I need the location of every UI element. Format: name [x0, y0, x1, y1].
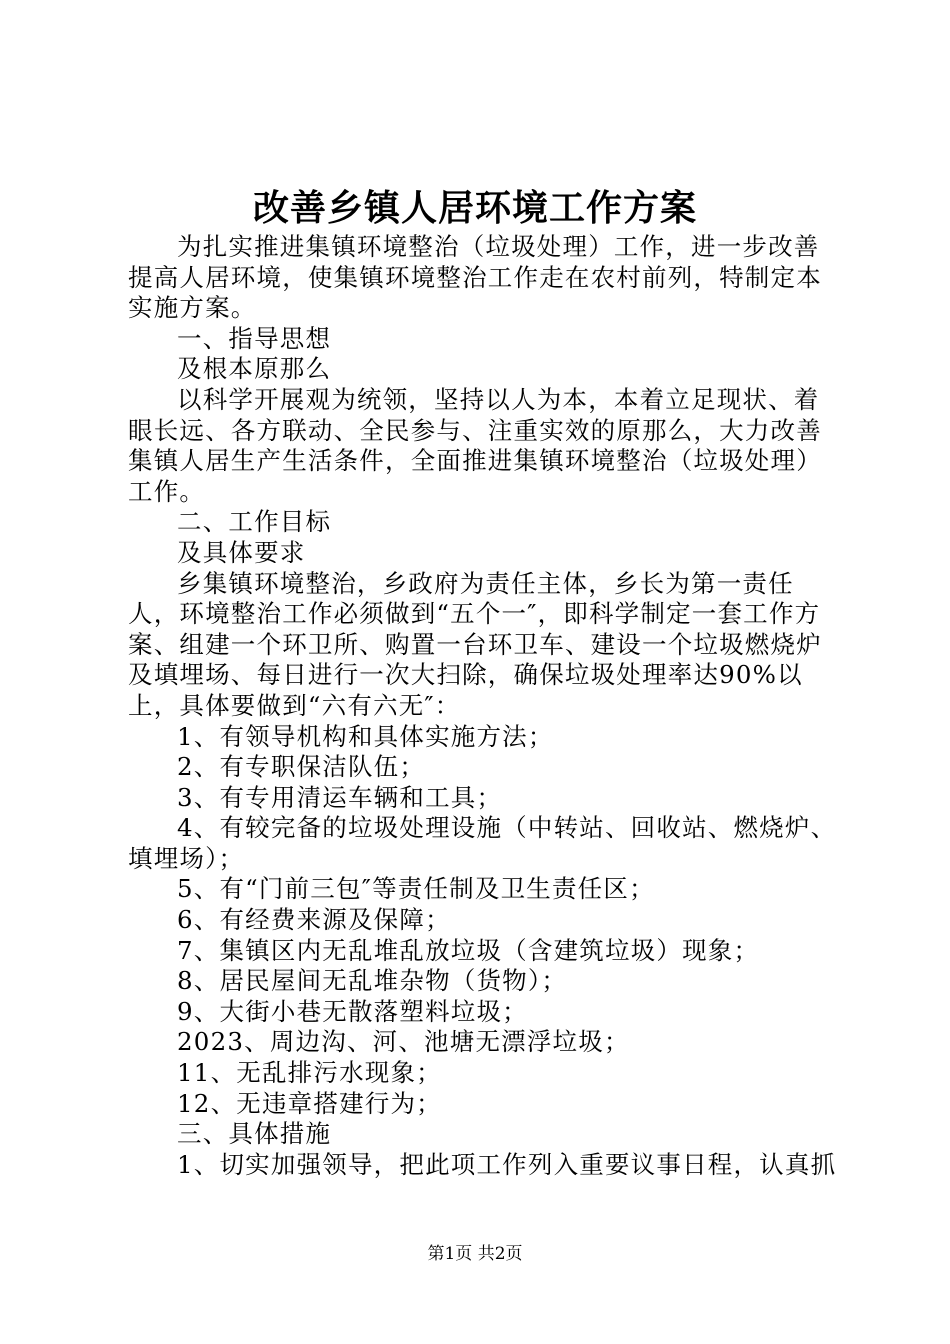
list-item: 11、无乱排污水现象；	[177, 1058, 442, 1088]
list-item: 12、无违章搭建行为；	[177, 1088, 442, 1118]
list-item: 2、有专职保洁队伍；	[177, 752, 426, 782]
document-title: 改善乡镇人居环境工作方案	[252, 187, 697, 229]
list-item: 1、有领导机构和具体实施方法；	[177, 721, 554, 751]
paragraph: 乡集镇环境整治，乡政府为责任主体，乡长为第一责任人，环境整治工作必须做到“五个一″，即科学制定一套工作方案、组建一个环卫所、购置一台环卫车、建设一个垃圾燃烧炉及填埋场、每日进行一次大扫除，确保垃圾处理率达90%以上，具体要做到“六有六无″：	[128, 568, 822, 720]
section-heading: 二、工作目标	[177, 507, 332, 537]
list-item: 1、切实加强领导，把此项工作列入重要议事日程，认真抓	[177, 1149, 837, 1179]
list-item: 6、有经费来源及保障；	[177, 905, 451, 935]
document-body	[128, 232, 838, 1180]
section-heading-continued: 及具体要求	[177, 537, 306, 567]
section-heading-continued: 及根本原那么	[177, 354, 332, 384]
list-item: 8、居民屋间无乱堆杂物（货物）；	[177, 966, 568, 996]
paragraph: 为扎实推进集镇环境整治（垃圾处理）工作，进一步改善提高人居环境，使集镇环境整治工作走在农村前列，特制定本实施方案。	[128, 232, 822, 323]
list-item: 5、有“门前三包″等责任制及卫生责任区；	[177, 874, 655, 904]
list-item: 3、有专用清运车辆和工具；	[177, 782, 503, 812]
section-heading: 一、指导思想	[177, 323, 332, 353]
list-item: 7、集镇区内无乱堆乱放垃圾（含建筑垃圾）现象；	[177, 935, 760, 965]
paragraph: 以科学开展观为统领，坚持以人为本，本着立足现状、着眼长远、各方联动、全民参与、注重实效的原那么，大力改善集镇人居生产生活条件，全面推进集镇环境整治（垃圾处理）工作。	[128, 384, 822, 506]
list-item: 2023、周边沟、河、池塘无漂浮垃圾；	[177, 1027, 630, 1057]
list-item: 4、有较完备的垃圾处理设施（中转站、回收站、燃烧炉、填埋场）；	[128, 813, 837, 873]
list-item: 9、大街小巷无散落塑料垃圾；	[177, 996, 528, 1026]
page-footer: 第1页 共2页	[427, 1244, 523, 1264]
section-heading: 三、具体措施	[177, 1119, 332, 1149]
